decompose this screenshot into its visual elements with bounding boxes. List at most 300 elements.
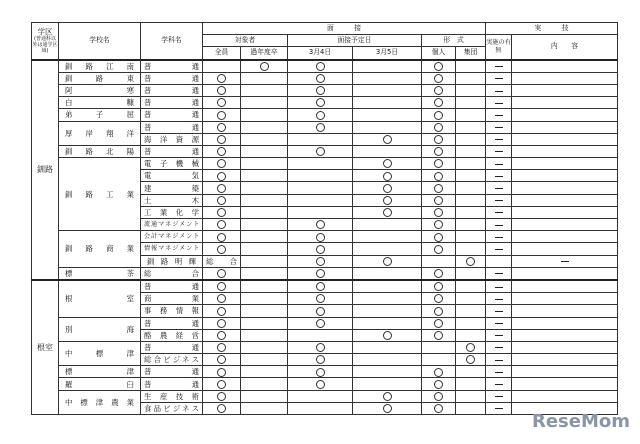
header-all: 全員: [203, 47, 241, 60]
circle-mark-icon: [383, 392, 392, 401]
mark-cell: [203, 219, 241, 231]
mark-cell: [422, 280, 456, 293]
practical-cell: [486, 84, 512, 96]
table-row: [32, 390, 618, 402]
dash-mark-icon: [495, 299, 503, 300]
mark-cell: [288, 366, 353, 378]
dash-mark-icon: [495, 115, 503, 116]
practical-cell: [486, 402, 512, 414]
mark-cell: [241, 109, 288, 121]
course-name: 会計マネジメント: [141, 231, 203, 243]
mark-cell: [241, 402, 288, 414]
mark-cell: [241, 341, 288, 353]
interview-practical-table: [31, 22, 618, 415]
course-name: 総合: [203, 255, 241, 267]
table-row: [32, 97, 618, 109]
circle-mark-icon: [383, 257, 392, 266]
practical-cell: [486, 158, 512, 170]
circle-mark-icon: [316, 355, 325, 364]
mark-cell: [456, 341, 486, 353]
circle-mark-icon: [434, 172, 443, 181]
mark-cell: [288, 378, 353, 390]
circle-mark-icon: [217, 355, 226, 364]
table-row: [32, 317, 618, 329]
circle-mark-icon: [217, 135, 226, 144]
school-name: 弟子屈: [59, 109, 141, 121]
header-group: 集団: [456, 47, 486, 60]
practical-cell: [486, 109, 512, 121]
practical-cell: [486, 390, 512, 402]
mark-cell: [353, 97, 422, 109]
circle-mark-icon: [434, 282, 443, 291]
course-name: 酪農経営: [141, 329, 203, 341]
mark-cell: [422, 231, 456, 243]
header-practical: 実 技: [486, 23, 618, 35]
mark-cell: [203, 317, 241, 329]
practical-content-cell: [512, 366, 618, 378]
mark-cell: [353, 182, 422, 194]
practical-cell: [486, 354, 512, 366]
mark-cell: [353, 280, 422, 293]
course-name: 普通: [141, 97, 203, 109]
circle-mark-icon: [434, 404, 443, 413]
dash-mark-icon: [495, 408, 503, 409]
mark-cell: [353, 145, 422, 157]
mark-cell: [422, 206, 456, 218]
circle-mark-icon: [434, 331, 443, 340]
mark-cell: [241, 243, 288, 255]
district-cell: 釧路: [32, 60, 59, 280]
practical-content-cell: [512, 341, 618, 353]
circle-mark-icon: [383, 196, 392, 205]
circle-mark-icon: [217, 98, 226, 107]
mark-cell: [422, 170, 456, 182]
circle-mark-icon: [316, 111, 325, 120]
mark-cell: [422, 293, 456, 305]
circle-mark-icon: [316, 147, 325, 156]
school-name: 羅臼: [59, 378, 141, 390]
mark-cell: [422, 194, 456, 206]
circle-mark-icon: [316, 245, 325, 254]
school-name: 釧路明輝: [141, 255, 203, 267]
mark-cell: [422, 72, 456, 84]
table-row: [32, 109, 618, 121]
circle-mark-icon: [316, 86, 325, 95]
circle-mark-icon: [217, 147, 226, 156]
circle-mark-icon: [434, 294, 443, 303]
mark-cell: [422, 243, 456, 255]
mark-cell: [456, 255, 486, 267]
practical-content-cell: [512, 109, 618, 121]
mark-cell: [241, 267, 288, 280]
mark-cell: [203, 97, 241, 109]
mark-cell: [353, 158, 422, 170]
mark-cell: [203, 267, 241, 280]
mark-cell: [456, 97, 486, 109]
mark-cell: [288, 121, 353, 133]
circle-mark-icon: [217, 331, 226, 340]
mark-cell: [422, 60, 456, 73]
practical-content-cell: [512, 390, 618, 402]
circle-mark-icon: [434, 368, 443, 377]
header-date1: 3月4日: [288, 47, 353, 60]
mark-cell: [456, 366, 486, 378]
circle-mark-icon: [316, 257, 325, 266]
mark-cell: [422, 158, 456, 170]
circle-mark-icon: [383, 159, 392, 168]
mark-cell: [353, 84, 422, 96]
practical-cell: [486, 366, 512, 378]
mark-cell: [203, 109, 241, 121]
course-name: 普通: [141, 109, 203, 121]
mark-cell: [456, 109, 486, 121]
circle-mark-icon: [434, 269, 443, 278]
mark-cell: [288, 60, 353, 73]
mark-cell: [203, 378, 241, 390]
circle-mark-icon: [217, 184, 226, 193]
practical-content-cell: [512, 133, 618, 145]
dash-mark-icon: [495, 188, 503, 189]
mark-cell: [203, 133, 241, 145]
mark-cell: [353, 170, 422, 182]
circle-mark-icon: [316, 123, 325, 132]
mark-cell: [422, 109, 456, 121]
practical-content-cell: [512, 182, 618, 194]
practical-content-cell: [512, 267, 618, 280]
mark-cell: [288, 354, 353, 366]
mark-cell: [456, 219, 486, 231]
school-name: 釧路商業: [59, 231, 141, 268]
practical-content-cell: [512, 378, 618, 390]
table-row: [32, 158, 618, 170]
mark-cell: [422, 97, 456, 109]
circle-mark-icon: [316, 62, 325, 71]
practical-cell: [486, 97, 512, 109]
dash-mark-icon: [495, 396, 503, 397]
mark-cell: [456, 329, 486, 341]
mark-cell: [288, 305, 353, 317]
school-name: 釧路北陽: [59, 145, 141, 157]
practical-cell: [486, 72, 512, 84]
table-row: [32, 378, 618, 390]
school-name: 阿寒: [59, 84, 141, 96]
practical-cell: [486, 170, 512, 182]
mark-cell: [203, 305, 241, 317]
mark-cell: [353, 293, 422, 305]
mark-cell: [422, 317, 456, 329]
dash-mark-icon: [495, 103, 503, 104]
mark-cell: [241, 231, 288, 243]
mark-cell: [241, 255, 288, 267]
practical-content-cell: [512, 329, 618, 341]
course-name: 普通: [141, 366, 203, 378]
mark-cell: [241, 293, 288, 305]
practical-cell: [486, 329, 512, 341]
dash-mark-icon: [495, 372, 503, 373]
practical-content-cell: [512, 231, 618, 243]
practical-content-cell: [512, 194, 618, 206]
mark-cell: [203, 182, 241, 194]
circle-mark-icon: [434, 233, 443, 242]
practical-cell: [486, 293, 512, 305]
course-name: 生産技術: [141, 390, 203, 402]
circle-mark-icon: [316, 294, 325, 303]
circle-mark-icon: [217, 172, 226, 181]
table-row: [32, 341, 618, 353]
mark-cell: [288, 206, 353, 218]
mark-cell: [241, 305, 288, 317]
course-name: 普通: [141, 84, 203, 96]
mark-cell: [456, 231, 486, 243]
mark-cell: [203, 121, 241, 133]
header-date2: 3月5日: [353, 47, 422, 60]
dash-mark-icon: [495, 176, 503, 177]
circle-mark-icon: [316, 220, 325, 229]
circle-mark-icon: [434, 111, 443, 120]
mark-cell: [422, 354, 456, 366]
mark-cell: [203, 145, 241, 157]
circle-mark-icon: [217, 392, 226, 401]
dash-mark-icon: [495, 151, 503, 152]
table-row: [32, 121, 618, 133]
course-name: 普通: [141, 280, 203, 293]
mark-cell: [288, 170, 353, 182]
circle-mark-icon: [434, 245, 443, 254]
course-name: 電子機械: [141, 158, 203, 170]
mark-cell: [288, 84, 353, 96]
circle-mark-icon: [434, 220, 443, 229]
mark-cell: [203, 170, 241, 182]
mark-cell: [288, 255, 353, 267]
school-name: 厚岸翔洋: [59, 121, 141, 145]
header-practical-content: 内 容: [512, 35, 618, 60]
mark-cell: [456, 121, 486, 133]
mark-cell: [422, 402, 456, 414]
circle-mark-icon: [316, 98, 325, 107]
mark-cell: [422, 219, 456, 231]
mark-cell: [288, 280, 353, 293]
mark-cell: [288, 219, 353, 231]
mark-cell: [353, 354, 422, 366]
mark-cell: [353, 390, 422, 402]
practical-cell: [486, 121, 512, 133]
mark-cell: [456, 267, 486, 280]
table-row: [32, 60, 618, 73]
mark-cell: [241, 378, 288, 390]
mark-cell: [288, 267, 353, 280]
mark-cell: [456, 72, 486, 84]
mark-cell: [353, 255, 422, 267]
practical-cell: [486, 133, 512, 145]
mark-cell: [456, 378, 486, 390]
practical-cell: [486, 280, 512, 293]
circle-mark-icon: [434, 159, 443, 168]
mark-cell: [422, 305, 456, 317]
mark-cell: [422, 255, 456, 267]
practical-cell: [486, 305, 512, 317]
dash-mark-icon: [495, 287, 503, 288]
circle-mark-icon: [383, 172, 392, 181]
practical-cell: [486, 182, 512, 194]
mark-cell: [241, 97, 288, 109]
circle-mark-icon: [316, 343, 325, 352]
mark-cell: [241, 219, 288, 231]
mark-cell: [241, 133, 288, 145]
circle-mark-icon: [434, 74, 443, 83]
circle-mark-icon: [434, 307, 443, 316]
practical-content-cell: [512, 158, 618, 170]
school-name: 釧路工業: [59, 158, 141, 231]
mark-cell: [203, 231, 241, 243]
school-name: 中標津農業: [59, 390, 141, 414]
dash-mark-icon: [495, 200, 503, 201]
circle-mark-icon: [217, 343, 226, 352]
mark-cell: [353, 366, 422, 378]
circle-mark-icon: [217, 111, 226, 120]
circle-mark-icon: [217, 208, 226, 217]
course-name: 普通: [141, 317, 203, 329]
mark-cell: [456, 133, 486, 145]
circle-mark-icon: [434, 319, 443, 328]
mark-cell: [456, 293, 486, 305]
table-row: [32, 72, 618, 84]
circle-mark-icon: [217, 159, 226, 168]
practical-content-cell: [512, 305, 618, 317]
circle-mark-icon: [316, 319, 325, 328]
mark-cell: [203, 293, 241, 305]
practical-content-cell: [512, 293, 618, 305]
circle-mark-icon: [383, 208, 392, 217]
circle-mark-icon: [383, 331, 392, 340]
mark-cell: [456, 60, 486, 73]
circle-mark-icon: [316, 368, 325, 377]
school-name: 標茶: [59, 267, 141, 280]
course-name: 普通: [141, 378, 203, 390]
dash-mark-icon: [495, 139, 503, 140]
resemom-watermark: ReseMom: [531, 411, 630, 432]
circle-mark-icon: [217, 294, 226, 303]
mark-cell: [353, 243, 422, 255]
mark-cell: [456, 158, 486, 170]
circle-mark-icon: [217, 245, 226, 254]
practical-cell: [486, 267, 512, 280]
header-district: 学区 (普通科以外は通学区域): [32, 23, 59, 60]
mark-cell: [353, 402, 422, 414]
practical-cell: [486, 145, 512, 157]
mark-cell: [241, 280, 288, 293]
course-name: 商業: [141, 293, 203, 305]
dash-mark-icon: [495, 249, 503, 250]
mark-cell: [241, 158, 288, 170]
practical-cell: [486, 206, 512, 218]
table-row: [32, 267, 618, 280]
circle-mark-icon: [316, 233, 325, 242]
circle-mark-icon: [434, 62, 443, 71]
circle-mark-icon: [217, 380, 226, 389]
practical-content-cell: [512, 280, 618, 293]
circle-mark-icon: [383, 184, 392, 193]
mark-cell: [422, 390, 456, 402]
table-row: [32, 366, 618, 378]
dash-mark-icon: [495, 127, 503, 128]
mark-cell: [456, 243, 486, 255]
mark-cell: [288, 72, 353, 84]
circle-mark-icon: [316, 307, 325, 316]
circle-mark-icon: [434, 86, 443, 95]
mark-cell: [203, 390, 241, 402]
circle-mark-icon: [316, 74, 325, 83]
mark-cell: [353, 121, 422, 133]
mark-cell: [456, 390, 486, 402]
mark-cell: [288, 231, 353, 243]
mark-cell: [353, 206, 422, 218]
dash-mark-icon: [495, 237, 503, 238]
mark-cell: [288, 194, 353, 206]
mark-cell: [241, 354, 288, 366]
circle-mark-icon: [316, 380, 325, 389]
practical-content-cell: [512, 170, 618, 182]
mark-cell: [288, 243, 353, 255]
mark-cell: [203, 354, 241, 366]
table-row: [32, 84, 618, 96]
mark-cell: [241, 390, 288, 402]
mark-cell: [288, 109, 353, 121]
school-name: 根室: [59, 280, 141, 317]
course-name: 普通: [141, 72, 203, 84]
circle-mark-icon: [466, 355, 475, 364]
header-individual: 個人: [422, 47, 456, 60]
mark-cell: [353, 305, 422, 317]
mark-cell: [353, 60, 422, 73]
mark-cell: [241, 145, 288, 157]
practical-content-cell: [512, 121, 618, 133]
practical-content-cell: [512, 97, 618, 109]
school-name: 標津: [59, 366, 141, 378]
mark-cell: [241, 329, 288, 341]
practical-content-cell: [512, 145, 618, 157]
table-row: [32, 231, 618, 243]
mark-cell: [241, 170, 288, 182]
header-format: 形 式: [422, 35, 486, 47]
mark-cell: [353, 267, 422, 280]
practical-content-cell: [512, 206, 618, 218]
course-name: 情報マネジメント: [141, 243, 203, 255]
course-name: 流通マネジメント: [141, 219, 203, 231]
circle-mark-icon: [434, 196, 443, 205]
mark-cell: [456, 280, 486, 293]
circle-mark-icon: [217, 282, 226, 291]
header-course: 学科名: [141, 23, 203, 60]
dash-mark-icon: [495, 273, 503, 274]
mark-cell: [456, 170, 486, 182]
school-name: 中標津: [59, 341, 141, 365]
table-row: [32, 280, 618, 293]
circle-mark-icon: [316, 269, 325, 278]
mark-cell: [456, 182, 486, 194]
school-name: 別海: [59, 317, 141, 341]
mark-cell: [353, 317, 422, 329]
mark-cell: [241, 194, 288, 206]
course-name: 建築: [141, 182, 203, 194]
mark-cell: [456, 317, 486, 329]
dash-mark-icon: [495, 212, 503, 213]
mark-cell: [353, 329, 422, 341]
mark-cell: [456, 206, 486, 218]
dash-mark-icon: [495, 311, 503, 312]
course-name: 総合ビジネス: [141, 354, 203, 366]
header-target: 対象者: [203, 35, 288, 47]
practical-cell: [486, 231, 512, 243]
